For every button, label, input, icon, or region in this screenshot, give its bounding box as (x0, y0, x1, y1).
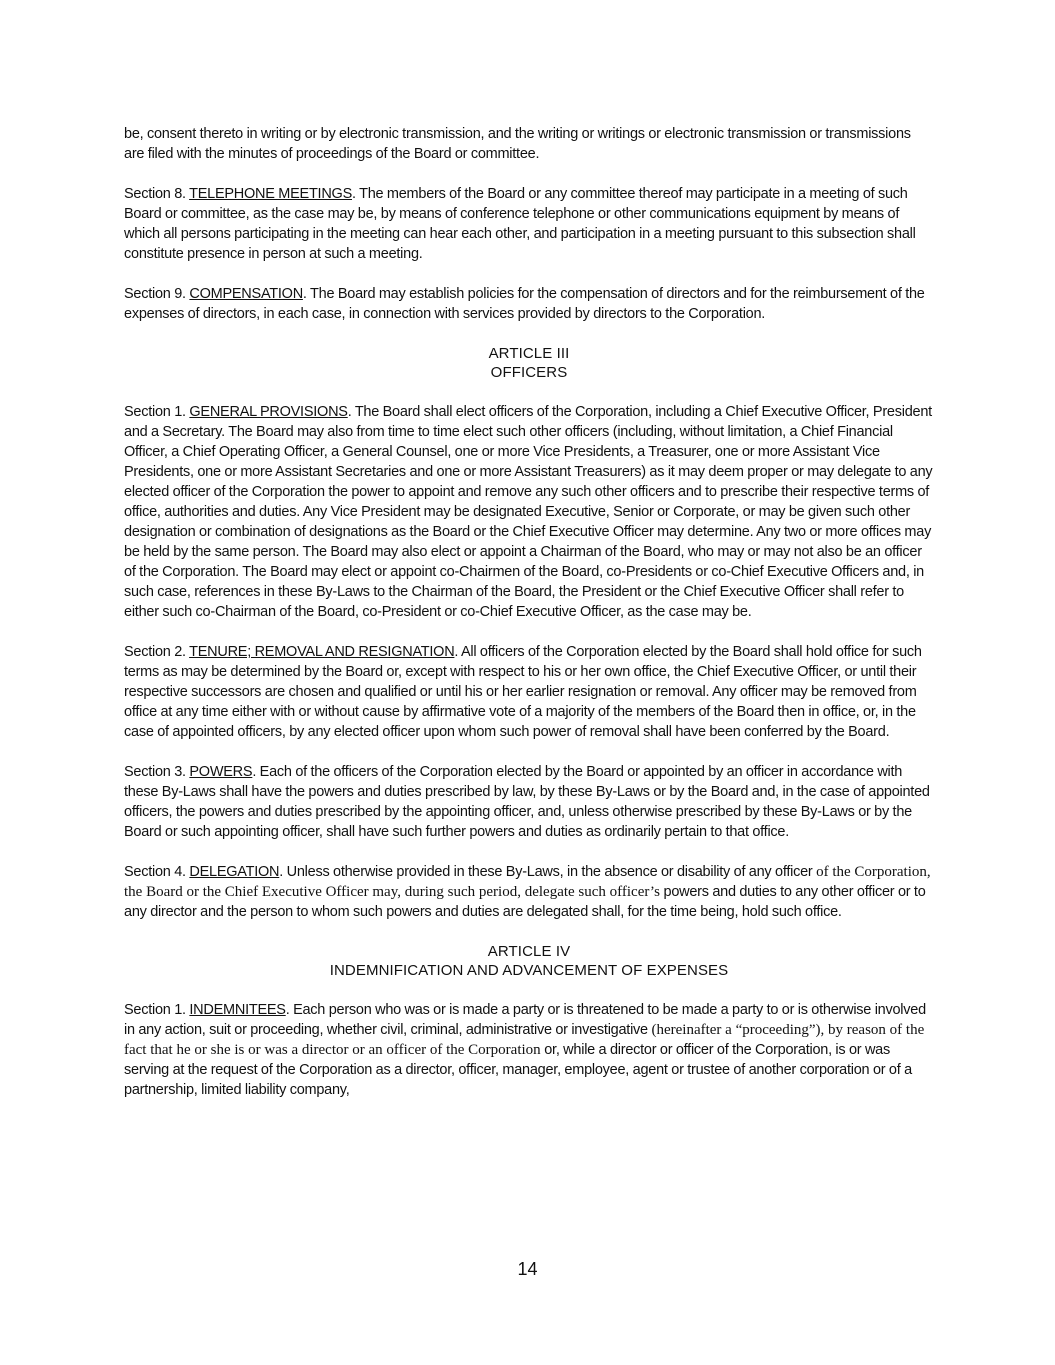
document-page (124, 124, 934, 1120)
section-label: Section 1. (124, 1002, 190, 1018)
section-label: Section 2. (124, 644, 190, 660)
section-title: TENURE; REMOVAL AND RESIGNATION (189, 644, 455, 660)
section-label: Section 4. (124, 864, 190, 880)
article-subtitle: OFFICERS (490, 364, 568, 381)
article-3-heading (124, 344, 934, 382)
section-title: GENERAL PROVISIONS (189, 404, 348, 420)
section-text: . All officers of the Corporation elected by the Board shall hold office for such terms as may be determined by the Board or, except with respect to his or her own office, the Chief Executive Officer, or until their respective successors are chosen and qualified or until his or her earlier resignation or removal. Any officer may be removed from office at any time either with or without cause by affirmative vote of a majority of the members of the Board then in office, or, in the case of appointed officers, by any elected officer upon whom such power of removal shall have been conferred by the Board. (124, 644, 922, 740)
article-3-section-2-tenure (124, 642, 934, 742)
article-4-heading (124, 942, 934, 980)
section-text: powers and duties to any other officer or to any director and the person to whom such powers and duties are delegated shall, for the time being, hold such office. (124, 884, 926, 920)
section-title: TELEPHONE MEETINGS (189, 186, 352, 202)
section-label: Section 3. (124, 764, 190, 780)
section-label: Section 8. (124, 186, 190, 202)
section-text: . Unless otherwise provided in these By-Laws, in the absence or disability of any officer (279, 864, 817, 880)
section-8-telephone-meetings (124, 184, 934, 264)
section-text: . The members of the Board or any committee thereof may participate in a meeting of such Board or committee, as the case may be, by means of conference telephone or other communications equipment by means of which all persons participating in the meeting can hear each other, and participation in a meeting pursuant to this subsection shall constitute presence in person at such a meeting. (124, 186, 916, 262)
section-text: . Each person who was or is made a party or is threatened to be made a party to or is otherwise involved in any action, suit or proceeding, whether civil, criminal, administrative or investigative (124, 1002, 926, 1038)
section-text: . The Board may establish policies for the compensation of directors and for the reimbursement of the expenses of directors, in each case, in connection with services provided by directors to the Corporation. (124, 286, 925, 322)
section-text-serif: (hereinafter a “proceeding”), by reason of the fact that he or she is or was a director or an officer of the Corporation (124, 1022, 925, 1058)
section-text: . The Board shall elect officers of the Corporation, including a Chief Executive Officer, President and a Secretary. The Board may also from time to time elect such other officers (including, without limitation, a Chief Financial Officer, a Chief Operating Officer, a General Counsel, one or more Vice Presidents, a Treasurer, one or more Assistant Vice Presidents, one or more Assistant Secretaries and one or more Assistant Treasurers) as it may deem proper or may delegate to any elected officer of the Corporation the power to appoint and remove any such other officers and to prescribe their respective terms of office, authorities and duties. Any Vice President may be designated Executive, Senior or Corporate, or may be given such other designation or combination of designations as the Board or the Chief Executive Officer may determine. Any two or more offices may be held by the same person. The Board may also elect or appoint a Chairman of the Board, who may or may not also be an officer of the Corporation. The Board may elect or appoint co-Chairmen of the Board, co-Presidents or co-Chief Executive Officers and, in such case, references in these By-Laws to the Chairman of the Board, the President or the Chief Executive Officer shall refer to either such co-Chairman of the Board, co-President or co-Chief Executive Officer, as the case may be. (124, 404, 933, 620)
article-subtitle: INDEMNIFICATION AND ADVANCEMENT OF EXPENSES (329, 962, 729, 979)
section-text: or, while a director or officer of the Corporation, is or was serving at the request of the Corporation as a director, officer, manager, employee, agent or trustee of another corporation or of a partnership, limited liability company, (124, 1042, 912, 1098)
article-title: ARTICLE IV (487, 943, 571, 960)
section-title: DELEGATION (189, 864, 280, 880)
section-title: COMPENSATION (189, 286, 303, 302)
article-title: ARTICLE III (488, 345, 570, 362)
section-text-serif: of the Corporation, the Board or the Chief Executive Officer may, during such period, delegate such officer’s (124, 864, 931, 900)
section-label: Section 1. (124, 404, 190, 420)
article-3-section-3-powers (124, 762, 934, 842)
section-title: INDEMNITEES (189, 1002, 286, 1018)
section-9-compensation (124, 284, 934, 324)
article-3-section-4-delegation (124, 862, 934, 922)
article-4-section-1-indemnitees (124, 1000, 934, 1100)
article-3-section-1-general-provisions (124, 402, 934, 622)
paragraph-continuation: be, consent thereto in writing or by electronic transmission, and the writing or writings or electronic transmission or transmissions are filed with the minutes of proceedings of the Board or committee. (124, 126, 911, 162)
page-number: 14 (517, 1259, 538, 1279)
section-label: Section 9. (124, 286, 190, 302)
section-title: POWERS (189, 764, 253, 780)
section-text: . Each of the officers of the Corporation elected by the Board or appointed by an officer in accordance with these By-Laws shall have the powers and duties prescribed by law, by these By-Laws or by the Board and, in the case of appointed officers, the powers and duties prescribed by the appointing officer, and, unless otherwise prescribed by these By-Laws or by the Board or such appointing officer, shall have such further powers and duties as ordinarily pertain to that office. (124, 764, 930, 840)
